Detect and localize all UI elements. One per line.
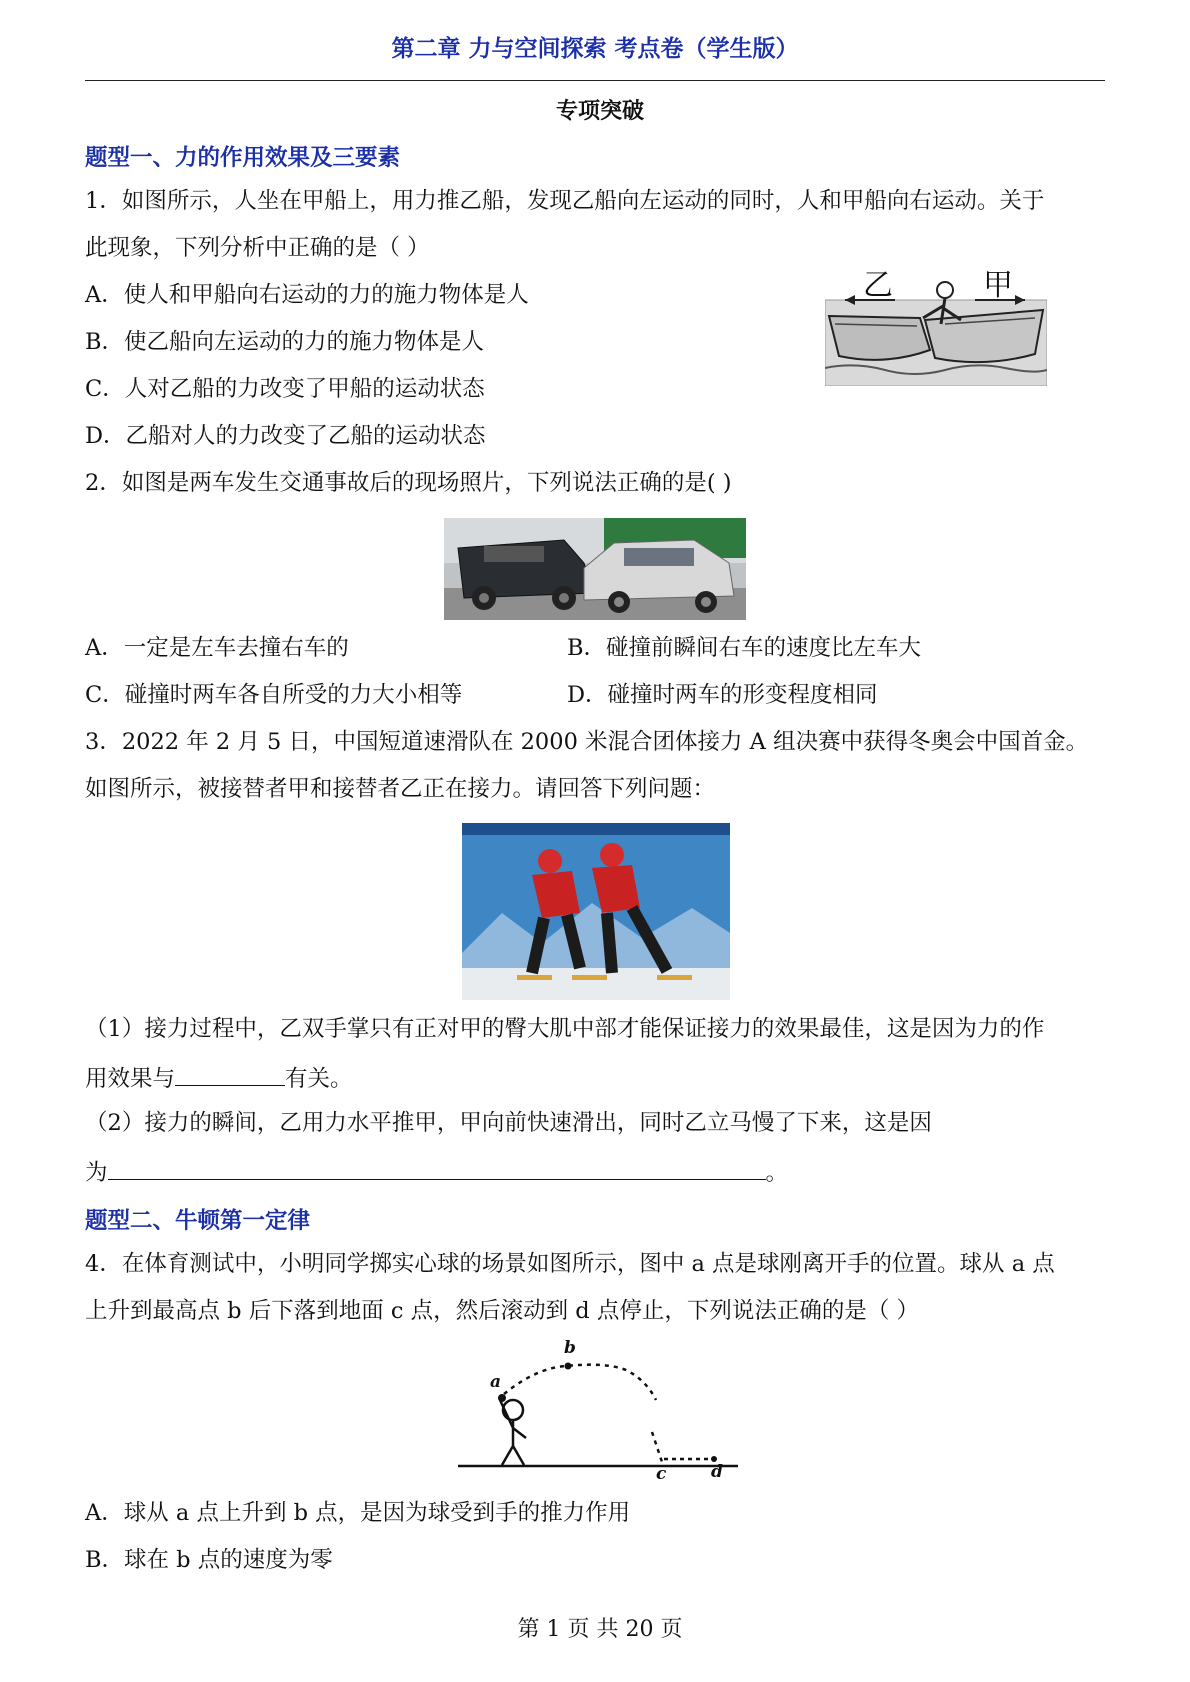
q3-part2-line2: 为 。 [85, 1155, 788, 1188]
boat-label-jia: 甲 [983, 268, 1013, 303]
q1-stem-line2: 此现象，下列分析中正确的是（ ） [85, 235, 430, 261]
car-crash-photo [444, 518, 746, 620]
q3-part1-line2: 用效果与 有关。 [85, 1061, 353, 1094]
q1-stem-line1: 1．如图所示，人坐在甲船上，用力推乙船，发现乙船向左运动的同时，人和甲船向右运动。关于 [85, 188, 1045, 214]
header-divider [85, 80, 1105, 81]
q1-option-b: B．使乙船向左运动的力的施力物体是人 [85, 329, 485, 355]
q4-option-b: B．球在 b 点的速度为零 [85, 1547, 333, 1573]
point-a-label: a [490, 1372, 502, 1392]
q1-option-a: A．使人和甲船向右运动的力的施力物体是人 [85, 282, 529, 308]
page-number: 第 1 页 共 20 页 [517, 1617, 683, 1642]
answer-blank-1[interactable] [175, 1061, 285, 1086]
type1-heading: 题型一、力的作用效果及三要素 [85, 145, 401, 171]
q3-part2-line1: （2）接力的瞬间，乙用力水平推甲，甲向前快速滑出，同时乙立马慢了下来，这是因 [85, 1110, 932, 1136]
q2-stem: 2．如图是两车发生交通事故后的现场照片，下列说法正确的是( ) [85, 470, 732, 496]
point-c-label: c [656, 1464, 667, 1484]
q3-stem-line1: 3．2022 年 2 月 5 日，中国短道速滑队在 2000 米混合团体接力 A 组决赛中获得冬奥会中国首金。 [85, 729, 1089, 755]
q4-option-a: A．球从 a 点上升到 b 点，是因为球受到手的推力作用 [85, 1500, 631, 1526]
q4-stem-line1: 4．在体育测试中，小明同学掷实心球的场景如图所示，图中 a 点是球刚离开手的位置。球从 a 点 [85, 1251, 1055, 1277]
ball-throw-figure [456, 1338, 740, 1484]
q2-option-c: C．碰撞时两车各自所受的力大小相等 [85, 682, 463, 708]
q3-stem-line2: 如图所示，被接替者甲和接替者乙正在接力。请回答下列问题： [85, 776, 716, 802]
q4-stem-line2: 上升到最高点 b 后下落到地面 c 点，然后滚动到 d 点停止，下列说法正确的是（ ） [85, 1298, 919, 1324]
q1-option-d: D．乙船对人的力改变了乙船的运动状态 [85, 423, 486, 449]
q1-option-c: C．人对乙船的力改变了甲船的运动状态 [85, 376, 485, 402]
section-title: 专项突破 [555, 99, 645, 124]
point-d-label: d [711, 1462, 723, 1482]
type2-heading: 题型二、牛顿第一定律 [85, 1208, 311, 1234]
q2-option-b: B．碰撞前瞬间右车的速度比左车大 [567, 635, 922, 661]
point-b-label: b [564, 1338, 576, 1358]
speed-skating-photo [462, 823, 730, 1000]
answer-blank-2[interactable] [108, 1155, 766, 1180]
boat-figure [825, 268, 1047, 386]
q2-option-a: A．一定是左车去撞右车的 [85, 635, 349, 661]
page-header-title: 第二章 力与空间探索 考点卷（学生版） [391, 36, 799, 62]
q2-option-d: D．碰撞时两车的形变程度相同 [567, 682, 878, 708]
boat-label-yi: 乙 [863, 268, 893, 303]
q3-part1-line1: （1）接力过程中，乙双手掌只有正对甲的臀大肌中部才能保证接力的效果最佳，这是因为力的作 [85, 1016, 1045, 1042]
